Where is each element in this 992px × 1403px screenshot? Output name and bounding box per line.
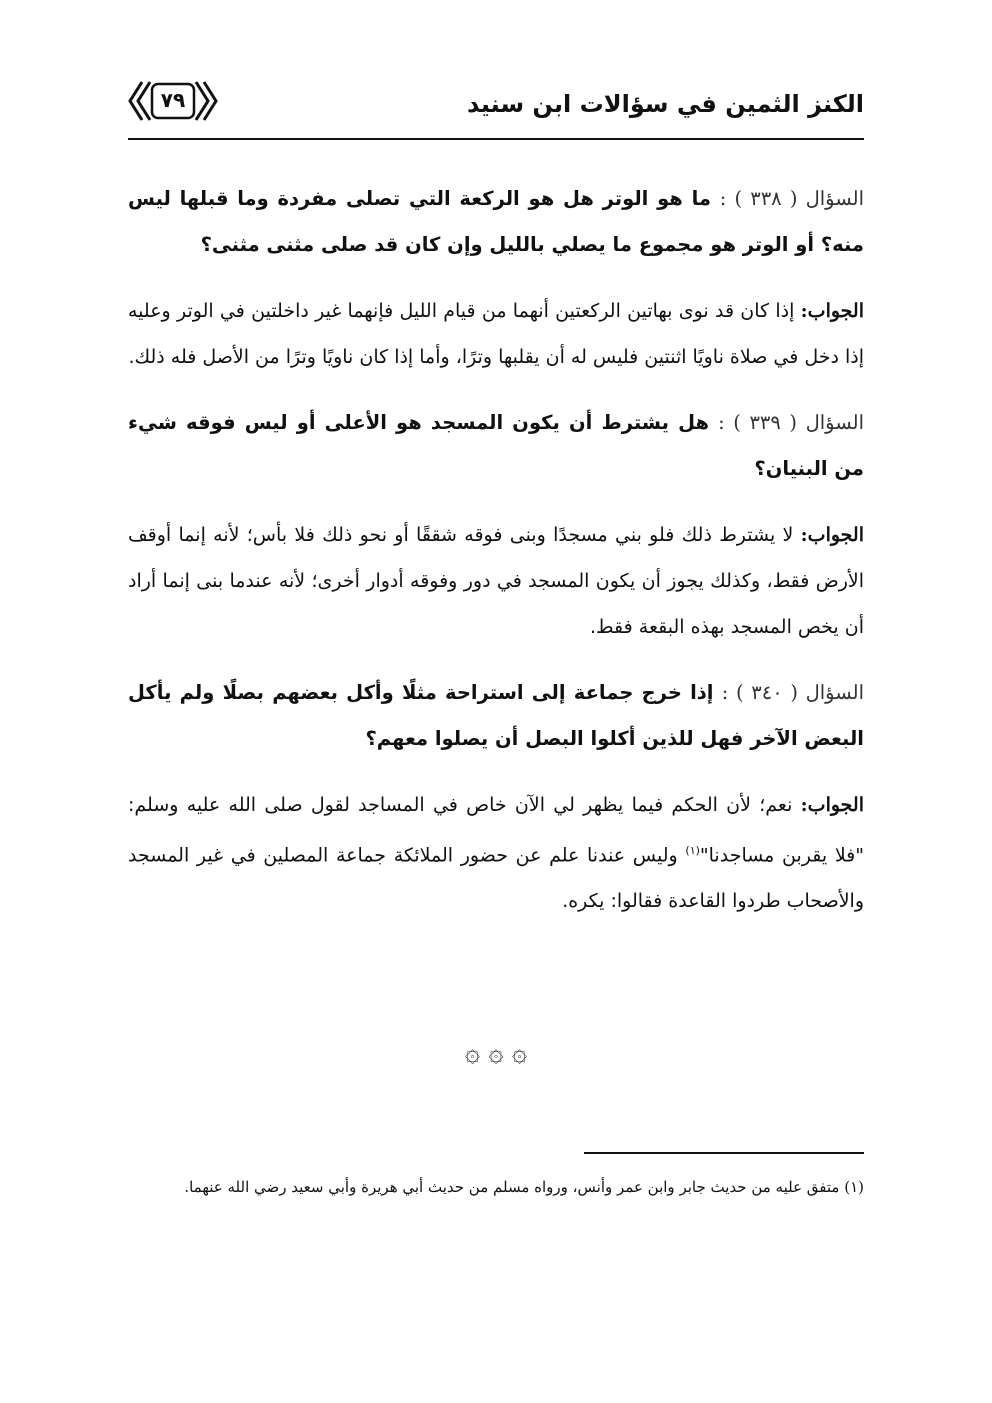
answer-340 [128, 782, 864, 924]
question-text: إذا خرج جماعة إلى استراحة مثلًا وأكل بعضهم بصلًا ولم يأكل البعض الآخر فهل للذين أكلوا البصل أن يصلوا معهم؟ [128, 681, 864, 750]
question-text: ما هو الوتر هل هو الركعة التي تصلى مفردة وما قبلها ليس منه؟ أو الوتر هو مجموع ما يصلي بالليل وإن كان قد صلى مثنى مثنى؟ [128, 187, 864, 256]
page-number: ٧٩ [160, 88, 186, 112]
footnote-divider [584, 1152, 864, 1154]
answer-label: الجواب: [800, 300, 864, 322]
book-title: الكنز الثمين في سؤالات ابن سنيد [467, 90, 864, 118]
question-338 [128, 176, 864, 268]
answer-339 [128, 512, 864, 650]
answer-text: لا يشترط ذلك فلو بني مسجدًا وبنى فوقه شققًا أو نحو ذلك فلا بأس؛ لأنه إنما أوقف الأرض فقط، وكذلك يجوز أن يكون المسجد في دور وفوقه أدوار أخرى؛ لأنه عندما بنى إنما أراد أن يخص المسجد بهذه البقعة فقط. [128, 524, 864, 638]
answer-text: إذا كان قد نوى بهاتين الركعتين أنهما من قيام الليل فإنهما غير داخلتين في الوتر وعليه إذا دخل في صلاة ناويًا اثنتين فليس له أن يقلبها وترًا، وأما إذا كان ناويًا وترًا من الأصل فله ذلك. [128, 300, 864, 368]
section-separator-icon: ۞ ۞ ۞ [464, 1038, 528, 1068]
answer-338 [128, 288, 864, 380]
answer-text: نعم؛ لأن الحكم فيما يظهر لي الآن خاص في المساجد لقول صلى الله عليه وسلم: "فلا يقربن مساجدنا" [128, 794, 864, 867]
footnote: (١) متفق عليه من حديث جابر وابن عمر وأنس، ورواه مسلم من حديث أبي هريرة وأبي سعيد رضي الله عنهما. [184, 1178, 864, 1196]
answer-text-continued: وليس عندنا علم عن حضور الملائكة جماعة المصلين في غير المسجد والأصحاب طردوا القاعدة فقالوا: يكره. [128, 844, 864, 913]
footnote-reference[interactable]: (١) [685, 844, 700, 857]
page-number-frame [128, 80, 218, 122]
answer-label: الجواب: [800, 524, 864, 546]
main-content [128, 176, 864, 944]
answer-label: الجواب: [800, 794, 864, 816]
question-label: السؤال ( ٣٣٩ ) : [718, 411, 865, 434]
question-label: السؤال ( ٣٣٨ ) : [719, 187, 864, 210]
question-339 [128, 400, 864, 492]
header-divider [128, 138, 864, 140]
question-text: هل يشترط أن يكون المسجد هو الأعلى أو ليس فوقه شيء من البنيان؟ [128, 411, 864, 480]
question-label: السؤال ( ٣٤٠ ) : [721, 681, 865, 704]
page-header [128, 72, 864, 140]
question-340 [128, 670, 864, 762]
